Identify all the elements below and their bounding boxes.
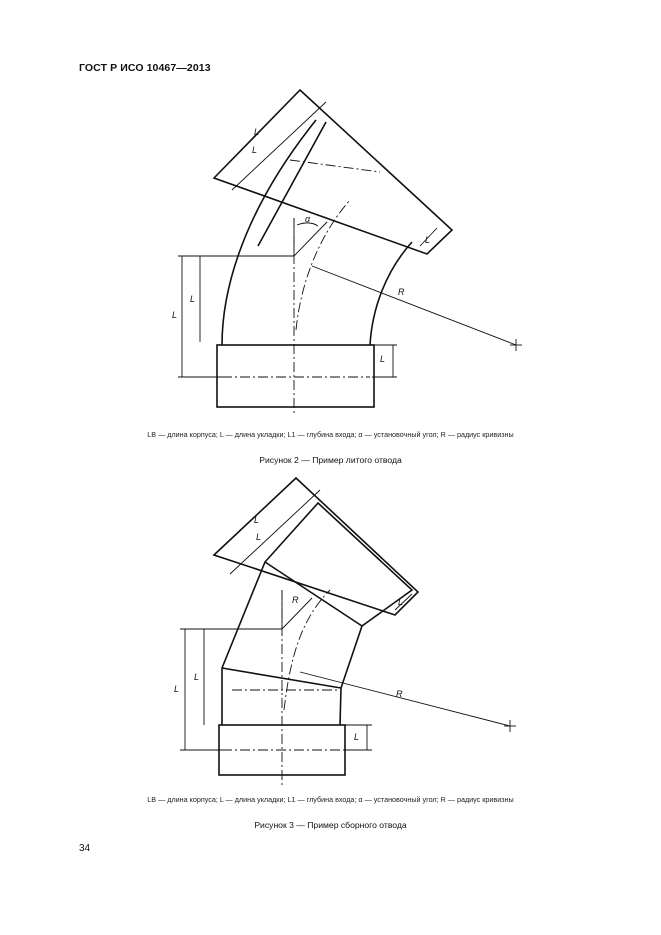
figure-2-caption: Рисунок 2 — Пример литого отвода: [259, 455, 402, 465]
fig2-LB-left: L: [190, 294, 196, 304]
fig2-L-left: L: [172, 310, 178, 320]
fig3-L1-right: L: [354, 732, 360, 742]
fig3-L-left: L: [174, 684, 180, 694]
figure-3-legend: LB — длина корпуса; L — длина укладки; L1 — глубина входа; α — установочный угол; R — радиус кривизны: [147, 795, 514, 804]
fig2-alpha: α: [305, 214, 311, 224]
fig2-LB-top: L: [252, 145, 258, 155]
figure-3-caption: Рисунок 3 — Пример сборного отвода: [254, 820, 407, 830]
fig3-L-top: L: [254, 515, 260, 525]
fig2-L1-right: L: [380, 354, 386, 364]
fig2-R: R: [398, 287, 405, 297]
fig3-LB-top: L: [256, 532, 262, 542]
segment-outline: [222, 503, 412, 725]
fig3-alpha: R: [292, 595, 299, 605]
fig2-L-top: L: [254, 127, 260, 137]
figure-2-legend: LB — длина корпуса; L — длина укладки; L1 — глубина входа; α — установочный угол; R — радиус кривизны: [147, 430, 514, 439]
document-header: ГОСТ Р ИСО 10467—2013: [79, 62, 211, 74]
fig3-L1-top: L: [398, 597, 404, 607]
fig3-R: R: [396, 689, 403, 699]
fig2-L1-top: L: [425, 235, 431, 245]
page-number: 34: [79, 843, 91, 854]
top-flange-outline: [214, 478, 418, 615]
fig3-LB-left: L: [194, 672, 200, 682]
